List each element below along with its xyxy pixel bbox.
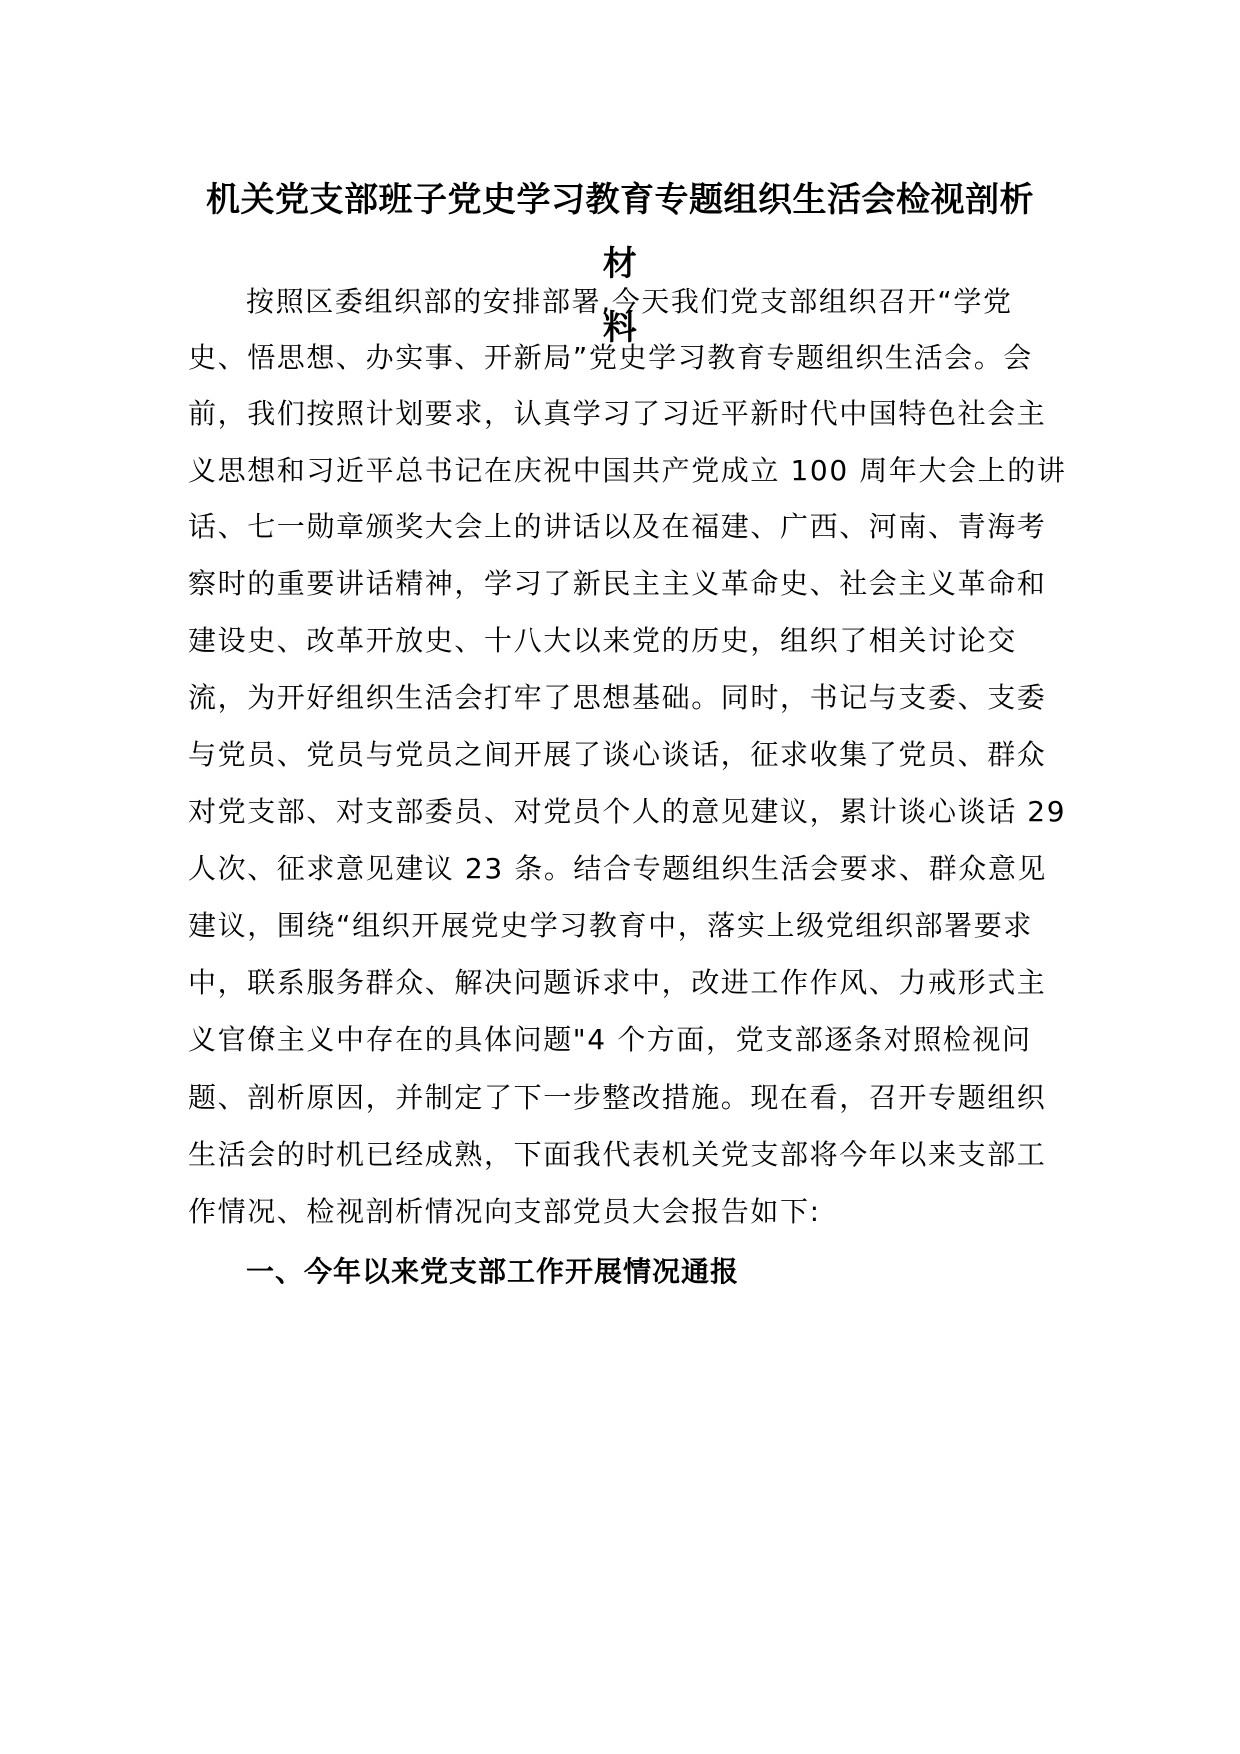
paragraph-line: 话、七一勋章颁奖大会上的讲话以及在福建、广西、河南、青海考 — [188, 510, 1047, 543]
paragraph-line: 察时的重要讲话精神，学习了新民主主义革命史、社会主义革命和 — [188, 567, 1047, 600]
document-title — [190, 168, 1050, 360]
paragraph-line: 义思想和习近平总书记在庆祝中国共产党成立 100 周年大会上的讲 — [188, 454, 1067, 487]
paragraph-line: 与党员、党员与党员之间开展了谈心谈话，征求收集了党员、群众 — [188, 738, 1047, 771]
paragraph-line: 题、剖析原因，并制定了下一步整改措施。现在看，召开专题组织 — [188, 1081, 1047, 1114]
title-line-2: 料 — [602, 308, 638, 348]
paragraph-line: 前，我们按照计划要求，认真学习了习近平新时代中国特色社会主 — [188, 397, 1047, 430]
paragraph-line: 生活会的时机已经成熟，下面我代表机关党支部将今年以来支部工 — [188, 1138, 1047, 1171]
section-heading: 一、今年以来党支部工作开展情况通报 — [246, 1255, 740, 1288]
paragraph-line: 人次、征求意见建议 23 条。结合专题组织生活会要求、群众意见 — [188, 852, 1048, 885]
paragraph-line: 按照区委组织部的安排部署,今天我们党支部组织召开“学党 — [246, 285, 1013, 318]
paragraph-line: 史、悟思想、办实事、开新局”党史学习教育专题组织生活会。会 — [188, 341, 1033, 374]
paragraph-line: 中，联系服务群众、解决问题诉求中，改进工作作风、力戒形式主 — [188, 966, 1047, 999]
paragraph-line: 义官僚主义中存在的具体问题"4 个方面，党支部逐条对照检视问 — [188, 1023, 1032, 1056]
paragraph-line: 建设史、改革开放史、十八大以来党的历史，组织了相关讨论交 — [188, 624, 1017, 657]
paragraph-line: 作情况、检视剖析情况向支部党员大会报告如下: — [188, 1195, 821, 1228]
paragraph-line: 建议，围绕“组织开展党史学习教育中，落实上级党组织部署要求 — [188, 909, 1033, 942]
title-line-1: 机关党支部班子党史学习教育专题组织生活会检视剖析材 — [206, 180, 1034, 284]
paragraph-line: 对党支部、对支部委员、对党员个人的意见建议，累计谈心谈话 29 — [188, 795, 1067, 828]
paragraph-line: 流，为开好组织生活会打牢了思想基础。同时，书记与支委、支委 — [188, 681, 1047, 714]
